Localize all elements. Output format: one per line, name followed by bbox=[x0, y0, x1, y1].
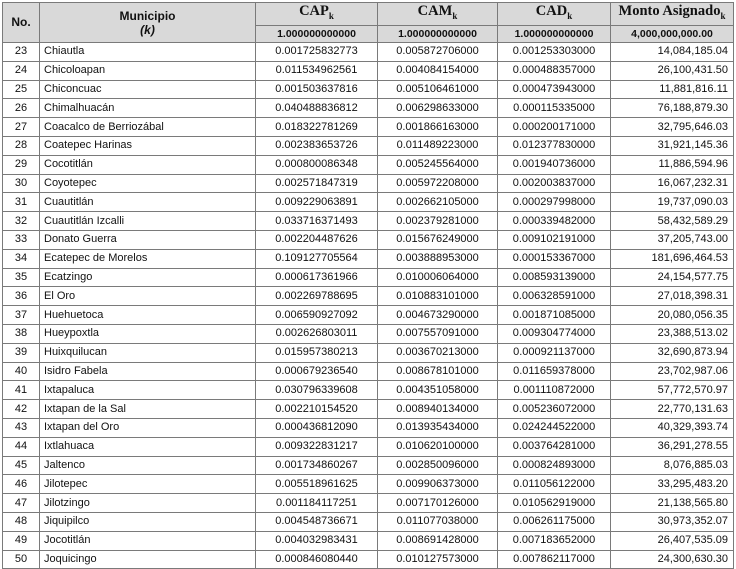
cell-no: 45 bbox=[3, 456, 40, 475]
cell-cam: 0.003670213000 bbox=[378, 343, 498, 362]
cell-municipio: El Oro bbox=[40, 287, 256, 306]
cell-cap: 0.000436812090 bbox=[256, 418, 378, 437]
cell-cap: 0.009322831217 bbox=[256, 437, 378, 456]
cell-no: 26 bbox=[3, 99, 40, 118]
cell-cad: 0.007183652000 bbox=[498, 531, 611, 550]
cell-municipio: Chimalhuacán bbox=[40, 99, 256, 118]
cell-monto: 40,329,393.74 bbox=[611, 418, 734, 437]
cell-no: 24 bbox=[3, 61, 40, 80]
table-row bbox=[3, 230, 734, 249]
cell-cad: 0.000115335000 bbox=[498, 99, 611, 118]
cell-monto: 27,018,398.31 bbox=[611, 287, 734, 306]
cell-cam: 0.008678101000 bbox=[378, 362, 498, 381]
cell-no: 37 bbox=[3, 306, 40, 325]
cell-monto: 36,291,278.55 bbox=[611, 437, 734, 456]
cell-cam: 0.010883101000 bbox=[378, 287, 498, 306]
header-cad-base: 1.000000000000 bbox=[498, 26, 611, 43]
cell-no: 33 bbox=[3, 230, 40, 249]
table-row bbox=[3, 381, 734, 400]
cell-cap: 0.002210154520 bbox=[256, 400, 378, 419]
cell-cam: 0.001866163000 bbox=[378, 118, 498, 137]
cell-monto: 58,432,589.29 bbox=[611, 212, 734, 231]
table-row bbox=[3, 155, 734, 174]
cell-monto: 20,080,056.35 bbox=[611, 306, 734, 325]
cell-cad: 0.006328591000 bbox=[498, 287, 611, 306]
cell-cam: 0.005106461000 bbox=[378, 80, 498, 99]
cell-cad: 0.000473943000 bbox=[498, 80, 611, 99]
cell-cap: 0.040488836812 bbox=[256, 99, 378, 118]
cell-cap: 0.000679236540 bbox=[256, 362, 378, 381]
table-row bbox=[3, 324, 734, 343]
header-cam-base: 1.000000000000 bbox=[378, 26, 498, 43]
cell-municipio: Chiautla bbox=[40, 43, 256, 62]
cell-cap: 0.002269788695 bbox=[256, 287, 378, 306]
cell-municipio: Chiconcuac bbox=[40, 80, 256, 99]
cell-cap: 0.018322781269 bbox=[256, 118, 378, 137]
cell-cad: 0.011659378000 bbox=[498, 362, 611, 381]
header-municipio bbox=[40, 3, 256, 43]
table-row bbox=[3, 418, 734, 437]
cell-cap: 0.000800086348 bbox=[256, 155, 378, 174]
cell-cad: 0.012377830000 bbox=[498, 136, 611, 155]
table-row bbox=[3, 512, 734, 531]
table-row bbox=[3, 43, 734, 62]
cell-cad: 0.011056122000 bbox=[498, 475, 611, 494]
table-row bbox=[3, 550, 734, 569]
cell-cap: 0.001734860267 bbox=[256, 456, 378, 475]
cell-monto: 37,205,743.00 bbox=[611, 230, 734, 249]
cell-cad: 0.000200171000 bbox=[498, 118, 611, 137]
cell-monto: 8,076,885.03 bbox=[611, 456, 734, 475]
cell-cad: 0.000153367000 bbox=[498, 249, 611, 268]
cell-cam: 0.008691428000 bbox=[378, 531, 498, 550]
table-row bbox=[3, 437, 734, 456]
cell-monto: 26,407,535.09 bbox=[611, 531, 734, 550]
table-row bbox=[3, 136, 734, 155]
cell-municipio: Ixtapan de la Sal bbox=[40, 400, 256, 419]
cell-municipio: Jiquipilco bbox=[40, 512, 256, 531]
cell-cam: 0.005245564000 bbox=[378, 155, 498, 174]
cell-cam: 0.009906373000 bbox=[378, 475, 498, 494]
allocation-table bbox=[2, 2, 734, 569]
cell-cam: 0.005872706000 bbox=[378, 43, 498, 62]
cell-cam: 0.004084154000 bbox=[378, 61, 498, 80]
cell-cap: 0.011534962561 bbox=[256, 61, 378, 80]
cell-cam: 0.008940134000 bbox=[378, 400, 498, 419]
cell-cad: 0.001253303000 bbox=[498, 43, 611, 62]
cell-no: 42 bbox=[3, 400, 40, 419]
table-row bbox=[3, 494, 734, 513]
cell-municipio: Coatepec Harinas bbox=[40, 136, 256, 155]
cell-no: 50 bbox=[3, 550, 40, 569]
cell-municipio: Ecatzingo bbox=[40, 268, 256, 287]
cell-no: 35 bbox=[3, 268, 40, 287]
cell-no: 30 bbox=[3, 174, 40, 193]
cell-no: 34 bbox=[3, 249, 40, 268]
cell-cad: 0.003764281000 bbox=[498, 437, 611, 456]
cell-cad: 0.010562919000 bbox=[498, 494, 611, 513]
cell-cap: 0.002383653726 bbox=[256, 136, 378, 155]
cell-municipio: Ixtapaluca bbox=[40, 381, 256, 400]
header-cad: $CAD_k$ bbox=[498, 3, 611, 26]
cell-municipio: Isidro Fabela bbox=[40, 362, 256, 381]
cell-no: 38 bbox=[3, 324, 40, 343]
cell-cap: 0.004548736671 bbox=[256, 512, 378, 531]
cell-monto: 26,100,431.50 bbox=[611, 61, 734, 80]
cell-municipio: Cocotitlán bbox=[40, 155, 256, 174]
cell-no: 44 bbox=[3, 437, 40, 456]
cell-monto: 21,138,565.80 bbox=[611, 494, 734, 513]
cell-cam: 0.004351058000 bbox=[378, 381, 498, 400]
table-row bbox=[3, 99, 734, 118]
cell-cam: 0.011077038000 bbox=[378, 512, 498, 531]
cell-monto: 23,388,513.02 bbox=[611, 324, 734, 343]
table-row bbox=[3, 61, 734, 80]
cell-municipio: Cuautitlán bbox=[40, 193, 256, 212]
cell-monto: 24,300,630.30 bbox=[611, 550, 734, 569]
cell-cam: 0.013935434000 bbox=[378, 418, 498, 437]
cell-no: 32 bbox=[3, 212, 40, 231]
cell-cam: 0.007170126000 bbox=[378, 494, 498, 513]
cell-cap: 0.005518961625 bbox=[256, 475, 378, 494]
cell-cap: 0.033716371493 bbox=[256, 212, 378, 231]
header-monto-base: 4,000,000,000.00 bbox=[611, 26, 734, 43]
cell-cad: 0.000297998000 bbox=[498, 193, 611, 212]
cell-cam: 0.002379281000 bbox=[378, 212, 498, 231]
cell-cad: 0.009304774000 bbox=[498, 324, 611, 343]
table-row bbox=[3, 118, 734, 137]
cell-no: 43 bbox=[3, 418, 40, 437]
cell-monto: 32,690,873.94 bbox=[611, 343, 734, 362]
cell-no: 49 bbox=[3, 531, 40, 550]
cell-municipio: Huixquilucan bbox=[40, 343, 256, 362]
cell-cap: 0.004032983431 bbox=[256, 531, 378, 550]
table-row bbox=[3, 475, 734, 494]
cell-cad: 0.001871085000 bbox=[498, 306, 611, 325]
cell-monto: 30,973,352.07 bbox=[611, 512, 734, 531]
cell-cad: 0.001110872000 bbox=[498, 381, 611, 400]
cell-cam: 0.007557091000 bbox=[378, 324, 498, 343]
table-row bbox=[3, 531, 734, 550]
cell-cap: 0.001503637816 bbox=[256, 80, 378, 99]
header-municipio-label: Municipio bbox=[119, 8, 176, 23]
cell-cam: 0.005972208000 bbox=[378, 174, 498, 193]
cell-cap: 0.000617361966 bbox=[256, 268, 378, 287]
cell-cam: 0.002850096000 bbox=[378, 456, 498, 475]
cell-cad: 0.006261175000 bbox=[498, 512, 611, 531]
table-row bbox=[3, 212, 734, 231]
table-row bbox=[3, 249, 734, 268]
cell-municipio: Chicoloapan bbox=[40, 61, 256, 80]
table-row bbox=[3, 343, 734, 362]
cell-municipio: Ixtlahuaca bbox=[40, 437, 256, 456]
cell-cad: 0.007862117000 bbox=[498, 550, 611, 569]
cell-monto: 31,921,145.36 bbox=[611, 136, 734, 155]
cell-no: 41 bbox=[3, 381, 40, 400]
cell-municipio: Hueypoxtla bbox=[40, 324, 256, 343]
cell-cap: 0.002626803011 bbox=[256, 324, 378, 343]
cell-cap: 0.006590927092 bbox=[256, 306, 378, 325]
cell-cap: 0.030796339608 bbox=[256, 381, 378, 400]
cell-municipio: Ixtapan del Oro bbox=[40, 418, 256, 437]
cell-no: 48 bbox=[3, 512, 40, 531]
table-row bbox=[3, 193, 734, 212]
cell-no: 29 bbox=[3, 155, 40, 174]
cell-cam: 0.010620100000 bbox=[378, 437, 498, 456]
cell-cad: 0.000488357000 bbox=[498, 61, 611, 80]
cell-no: 40 bbox=[3, 362, 40, 381]
table-row bbox=[3, 287, 734, 306]
table-row bbox=[3, 306, 734, 325]
cell-cap: 0.000846080440 bbox=[256, 550, 378, 569]
cell-no: 46 bbox=[3, 475, 40, 494]
cell-monto: 181,696,464.53 bbox=[611, 249, 734, 268]
cell-municipio: Jilotzingo bbox=[40, 494, 256, 513]
cell-monto: 57,772,570.97 bbox=[611, 381, 734, 400]
cell-cad: 0.001940736000 bbox=[498, 155, 611, 174]
table-row bbox=[3, 400, 734, 419]
cell-no: 39 bbox=[3, 343, 40, 362]
cell-cad: 0.005236072000 bbox=[498, 400, 611, 419]
header-no: No. bbox=[3, 3, 40, 43]
cell-cad: 0.000824893000 bbox=[498, 456, 611, 475]
cell-municipio: Jocotitlán bbox=[40, 531, 256, 550]
cell-cam: 0.010006064000 bbox=[378, 268, 498, 287]
header-cam: $CAM_k$ bbox=[378, 3, 498, 26]
cell-cam: 0.006298633000 bbox=[378, 99, 498, 118]
cell-municipio: Coyotepec bbox=[40, 174, 256, 193]
cell-cad: 0.000921137000 bbox=[498, 343, 611, 362]
cell-cam: 0.011489223000 bbox=[378, 136, 498, 155]
cell-monto: 14,084,185.04 bbox=[611, 43, 734, 62]
cell-monto: 16,067,232.31 bbox=[611, 174, 734, 193]
cell-cad: 0.009102191000 bbox=[498, 230, 611, 249]
table-row bbox=[3, 456, 734, 475]
header-municipio-k: (k) bbox=[140, 22, 155, 37]
cell-cad: 0.008593139000 bbox=[498, 268, 611, 287]
cell-cad: 0.000339482000 bbox=[498, 212, 611, 231]
cell-monto: 22,770,131.63 bbox=[611, 400, 734, 419]
table-body bbox=[3, 43, 734, 569]
cell-no: 36 bbox=[3, 287, 40, 306]
cell-no: 28 bbox=[3, 136, 40, 155]
cell-municipio: Huehuetoca bbox=[40, 306, 256, 325]
cell-monto: 11,886,594.96 bbox=[611, 155, 734, 174]
table-row bbox=[3, 174, 734, 193]
cell-monto: 23,702,987.06 bbox=[611, 362, 734, 381]
cell-cam: 0.004673290000 bbox=[378, 306, 498, 325]
table-row bbox=[3, 268, 734, 287]
cell-no: 23 bbox=[3, 43, 40, 62]
cell-monto: 76,188,879.30 bbox=[611, 99, 734, 118]
cell-municipio: Jaltenco bbox=[40, 456, 256, 475]
cell-monto: 24,154,577.75 bbox=[611, 268, 734, 287]
cell-cam: 0.015676249000 bbox=[378, 230, 498, 249]
cell-municipio: Coacalco de Berriozábal bbox=[40, 118, 256, 137]
cell-cad: 0.002003837000 bbox=[498, 174, 611, 193]
header-monto: Monto Asignado$_k$ bbox=[611, 3, 734, 26]
table-row bbox=[3, 362, 734, 381]
cell-cap: 0.001725832773 bbox=[256, 43, 378, 62]
cell-cap: 0.009229063891 bbox=[256, 193, 378, 212]
cell-cap: 0.001184117251 bbox=[256, 494, 378, 513]
cell-municipio: Cuautitlán Izcalli bbox=[40, 212, 256, 231]
header-cap-base: 1.000000000000 bbox=[256, 26, 378, 43]
cell-no: 47 bbox=[3, 494, 40, 513]
cell-monto: 11,881,816.11 bbox=[611, 80, 734, 99]
cell-cam: 0.003888953000 bbox=[378, 249, 498, 268]
cell-cam: 0.010127573000 bbox=[378, 550, 498, 569]
cell-monto: 32,795,646.03 bbox=[611, 118, 734, 137]
cell-municipio: Donato Guerra bbox=[40, 230, 256, 249]
cell-monto: 33,295,483.20 bbox=[611, 475, 734, 494]
cell-no: 25 bbox=[3, 80, 40, 99]
cell-cap: 0.109127705564 bbox=[256, 249, 378, 268]
header-cap: $CAP_k$ bbox=[256, 3, 378, 26]
cell-no: 31 bbox=[3, 193, 40, 212]
cell-municipio: Joquicingo bbox=[40, 550, 256, 569]
cell-monto: 19,737,090.03 bbox=[611, 193, 734, 212]
table-row bbox=[3, 80, 734, 99]
cell-cap: 0.015957380213 bbox=[256, 343, 378, 362]
cell-cad: 0.024244522000 bbox=[498, 418, 611, 437]
cell-municipio: Jilotepec bbox=[40, 475, 256, 494]
cell-cap: 0.002204487626 bbox=[256, 230, 378, 249]
cell-no: 27 bbox=[3, 118, 40, 137]
cell-cap: 0.002571847319 bbox=[256, 174, 378, 193]
cell-cam: 0.002662105000 bbox=[378, 193, 498, 212]
cell-municipio: Ecatepec de Morelos bbox=[40, 249, 256, 268]
